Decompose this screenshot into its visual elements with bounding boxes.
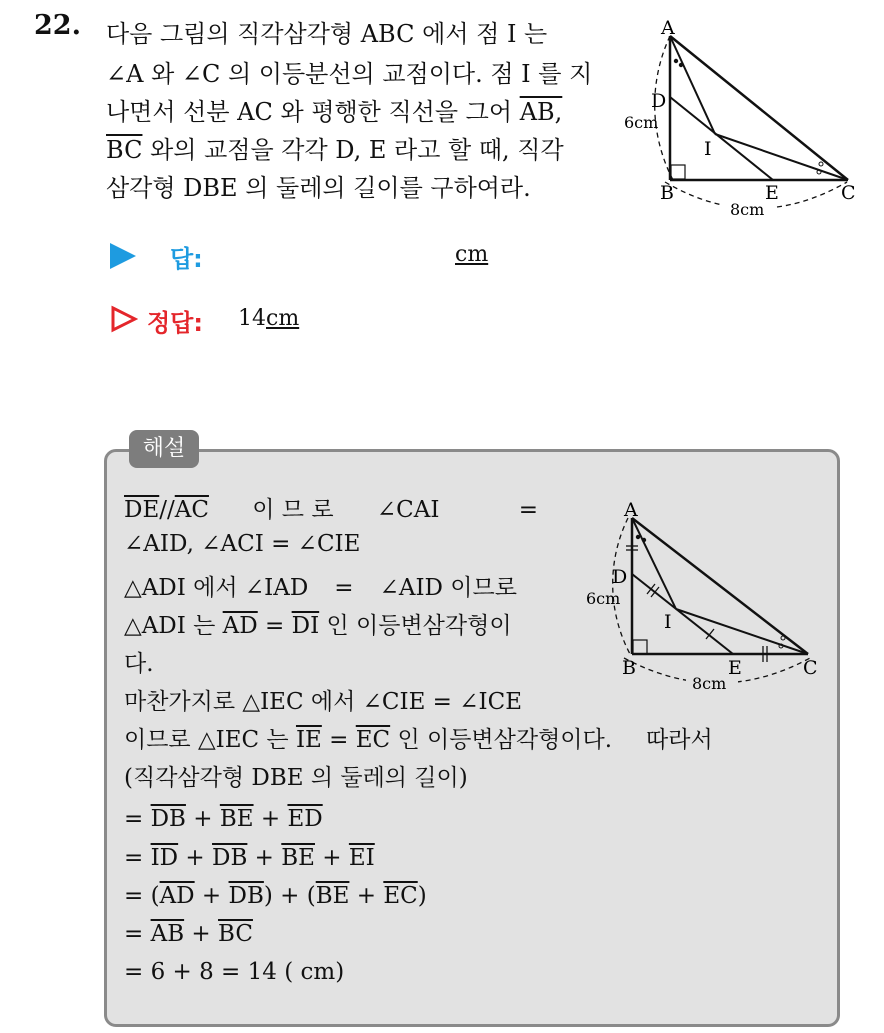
point-d-label: D	[651, 90, 667, 112]
solution-line: 이므로 △IEC 는 $\overline{IE} = \overline{EC}$ 인 이등변삼각형이다. 따라서	[124, 727, 713, 753]
solution-line: (직각삼각형 DBE 의 둘레의 길이)	[124, 765, 468, 791]
correct-value: 14cm	[238, 306, 300, 331]
answer-label: 답:	[170, 245, 203, 273]
solution-triangle-figure	[578, 496, 833, 696]
solution-tag: 해설	[129, 430, 199, 468]
correct-arrow-icon	[110, 305, 138, 333]
vertex-a-label: A	[661, 20, 675, 39]
question-line: ∠A 와 ∠C 의 이등분선의 교점이다. 점 I 를 지	[106, 60, 593, 88]
solution-line: $\overline{DE}//\overline{AC}$ 이 므 로 ∠CAI =	[124, 497, 539, 523]
question-triangle-figure	[615, 20, 875, 220]
solution-equation: = $(\overline{AD} + \overline{DB}) + (\overline{BE} + \overline{EC})$	[124, 883, 427, 909]
vertex-a-label: A	[624, 499, 638, 521]
vertex-c-label: C	[841, 182, 856, 204]
answer-arrow-icon	[110, 243, 136, 269]
side-bc-length: 8cm	[730, 200, 765, 219]
vertex-b-label: B	[622, 657, 636, 679]
point-i-label: I	[664, 611, 672, 633]
solution-line: △ADI 는 $\overline{AD} = \overline{DI}$ 인 이등변삼각형이	[124, 613, 512, 639]
point-e-label: E	[728, 657, 742, 679]
question-line: 나면서 선분 AC 와 평행한 직선을 그어 AB,	[106, 98, 563, 126]
point-d-label: D	[612, 566, 628, 588]
solution-line: 마찬가지로 △IEC 에서 ∠CIE = ∠ICE	[124, 689, 523, 715]
question-line: 삼각형 DBE 의 둘레의 길이를 구하여라.	[106, 174, 531, 202]
solution-line: △ADI 에서 ∠IAD = ∠AID 이므로	[124, 575, 517, 601]
solution-line: ∠AID, ∠ACI = ∠CIE	[124, 531, 361, 557]
solution-equation: = 6 + 8 = 14 ( cm)	[124, 959, 345, 985]
solution-equation: = $\overline{AB} + \overline{BC}$	[124, 921, 253, 947]
correct-label: 정답:	[147, 309, 203, 337]
vertex-c-label: C	[803, 657, 818, 679]
solution-line: 다.	[124, 651, 154, 677]
answer-unit: cm	[455, 242, 489, 267]
question-line: $\overline{BC}$ 와의 교점을 각각 D, E 라고 할 때, 직각	[106, 136, 564, 164]
solution-equation: = $\overline{ID} + \overline{DB} + \overline{BE} + \overline{EI}$	[124, 845, 375, 871]
side-bc-length: 8cm	[692, 674, 727, 693]
side-ab-length: 6cm	[624, 113, 659, 132]
point-i-label: I	[704, 138, 712, 160]
question-number: 22.	[34, 10, 81, 41]
vertex-b-label: B	[660, 182, 674, 204]
side-ab-length: 6cm	[586, 589, 621, 608]
question-line: 다음 그림의 직각삼각형 ABC 에서 점 I 는	[106, 20, 548, 48]
solution-equation: = $\overline{DB} + \overline{BE} + \overline{ED}$	[124, 806, 323, 832]
point-e-label: E	[765, 182, 779, 204]
